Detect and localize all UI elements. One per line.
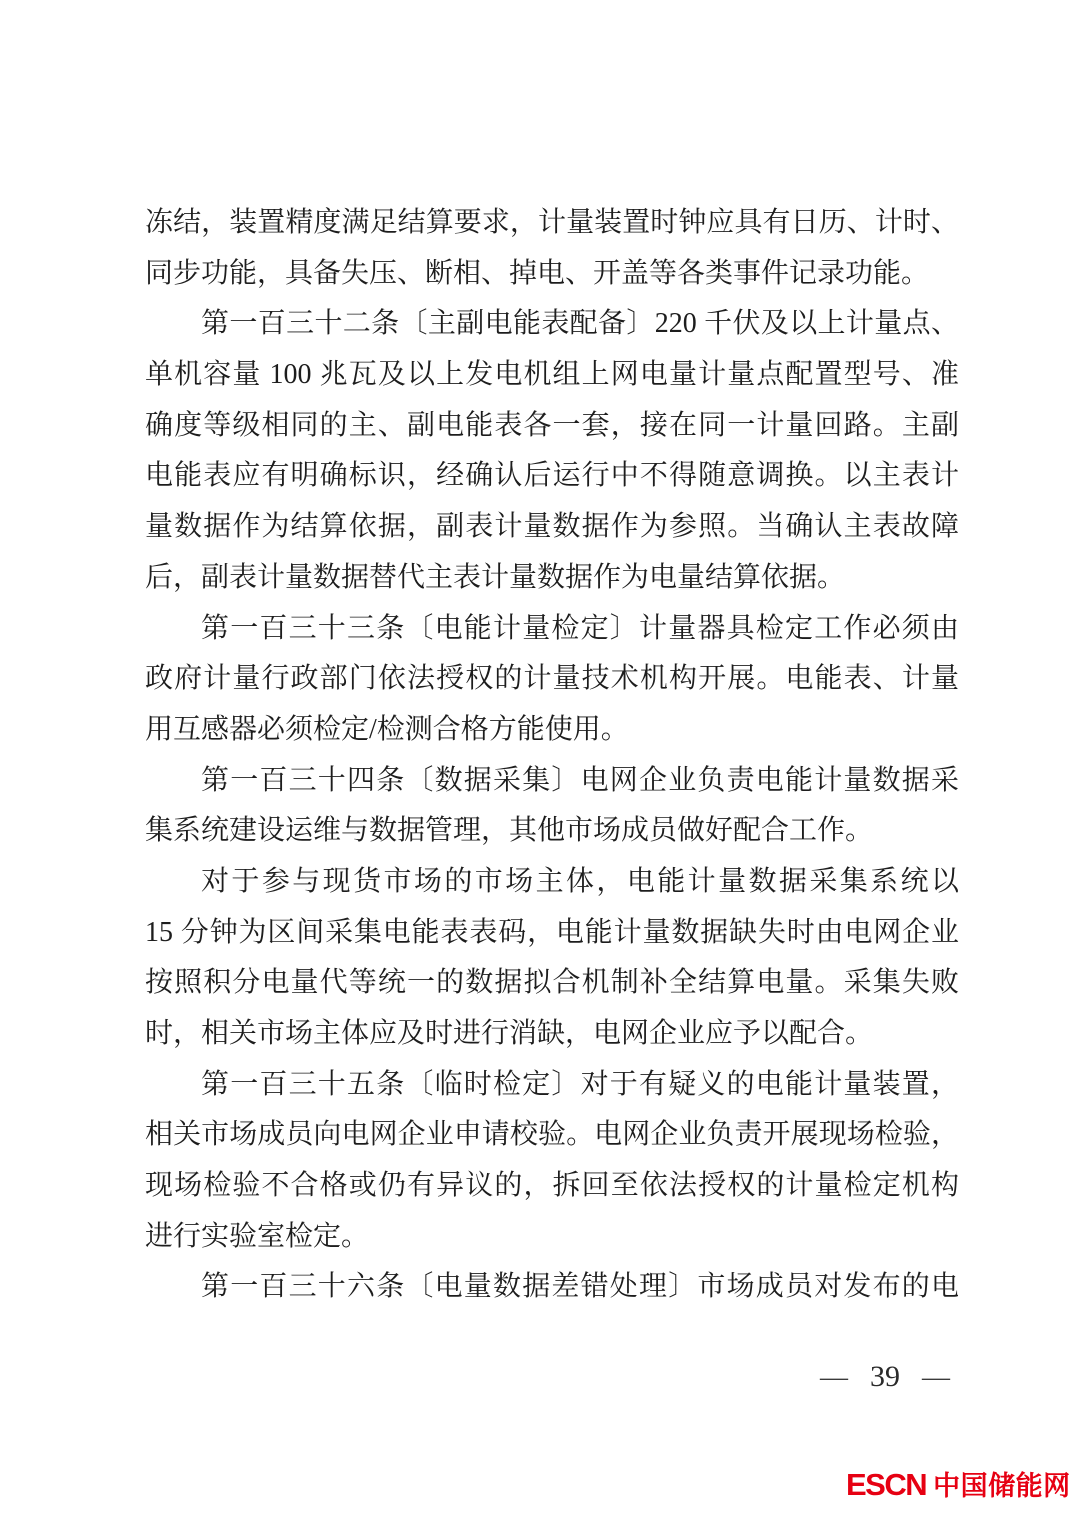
text-line: 用互感器必须检定/检测合格方能使用。: [145, 713, 629, 745]
text-line: 量数据作为结算依据，副表计量数据作为参照。当确认主表故障: [145, 511, 959, 543]
text-line: 进行实验室检定。: [145, 1220, 370, 1252]
escn-logo-latin: ESCN: [846, 1467, 927, 1502]
page-number-left-dash: —: [820, 1362, 848, 1393]
text-line: 第一百三十六条〔电量数据差错处理〕市场成员对发布的电: [201, 1271, 959, 1303]
page-number: [775, 1360, 995, 1394]
text-line: 第一百三十四条〔数据采集〕电网企业负责电能计量数据采: [201, 764, 959, 796]
text-line: 单机容量 100 兆瓦及以上发电机组上网电量计量点配置型号、准: [145, 359, 959, 391]
document-text-block: [145, 198, 959, 1313]
text-line: 集系统建设运维与数据管理，其他市场成员做好配合工作。: [145, 815, 874, 847]
page-number-value: 39: [870, 1360, 900, 1393]
escn-logo-chinese: 中国储能网: [933, 1471, 1071, 1501]
text-line: 政府计量行政部门依法授权的计量技术机构开展。电能表、计量: [145, 663, 959, 695]
text-line: 15 分钟为区间采集电能表表码，电能计量数据缺失时由电网企业: [145, 916, 959, 948]
text-line: 对于参与现货市场的市场主体，电能计量数据采集系统以: [201, 865, 959, 897]
text-line: 电能表应有明确标识，经确认后运行中不得随意调换。以主表计: [145, 460, 959, 492]
text-line: 第一百三十三条〔电能计量检定〕计量器具检定工作必须由: [201, 612, 959, 644]
text-line: 时，相关市场主体应及时进行消缺，电网企业应予以配合。: [145, 1018, 874, 1049]
escn-logo: [846, 1464, 1071, 1503]
text-line: 冻结，装置精度满足结算要求，计量装置时钟应具有日历、计时、: [145, 207, 959, 238]
text-line: 第一百三十二条〔主副电能表配备〕220 千伏及以上计量点、: [201, 308, 959, 340]
text-line: 按照积分电量代等统一的数据拟合机制补全结算电量。采集失败: [145, 967, 959, 999]
text-line: 同步功能，具备失压、断相、掉电、开盖等各类事件记录功能。: [145, 257, 930, 289]
text-line: 相关市场成员向电网企业申请校验。电网企业负责开展现场检验，: [145, 1119, 959, 1151]
text-line: 现场检验不合格或仍有异议的，拆回至依法授权的计量检定机构: [145, 1170, 959, 1202]
text-line: 确度等级相同的主、副电能表各一套，接在同一计量回路。主副: [145, 409, 959, 441]
text-line: 后，副表计量数据替代主表计量数据作为电量结算依据。: [145, 561, 846, 593]
text-line: 第一百三十五条〔临时检定〕对于有疑义的电能计量装置，: [201, 1068, 959, 1100]
page-number-right-dash: —: [922, 1362, 950, 1393]
